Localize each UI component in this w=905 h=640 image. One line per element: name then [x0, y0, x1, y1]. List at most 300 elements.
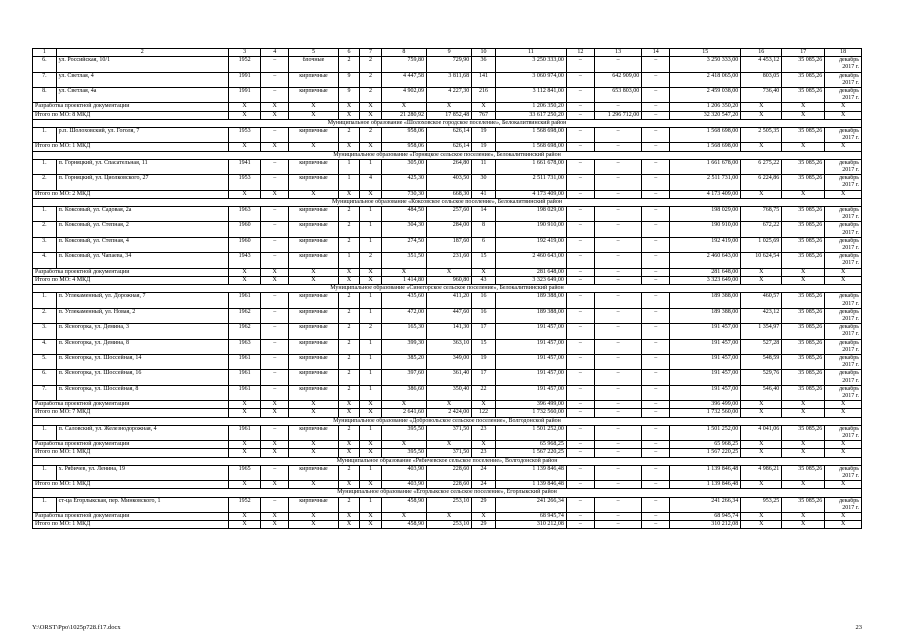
- table-cell: 1960: [228, 237, 260, 252]
- table-cell: –: [261, 88, 289, 103]
- table-cell: 35 085,26: [782, 88, 825, 103]
- table-cell: 2: [338, 497, 360, 512]
- table-cell: 425,30: [381, 175, 426, 190]
- table-cell: –: [642, 175, 670, 190]
- table-cell: 1: [338, 159, 360, 174]
- table-cell: 2.: [33, 175, 57, 190]
- table-cell: декабрь 2017 г.: [825, 293, 862, 308]
- table-cell: 191 457,00: [670, 354, 741, 369]
- table-cell: –: [594, 385, 641, 400]
- table-cell: 1: [360, 425, 382, 440]
- summary-cell: X: [360, 111, 382, 119]
- summary-cell: 1 567 220,25: [670, 449, 741, 457]
- column-number: 3: [228, 49, 260, 57]
- summary-cell: –: [594, 449, 641, 457]
- table-cell: –: [642, 370, 670, 385]
- building-row: [33, 465, 862, 480]
- summary-label: Итого по МО: 1 МКД: [33, 481, 229, 489]
- table-cell: –: [566, 425, 594, 440]
- table-cell: –: [261, 339, 289, 354]
- table-cell: 1: [360, 339, 382, 354]
- summary-label: Разработка проектной документации: [33, 512, 229, 520]
- summary-cell: X: [782, 276, 825, 284]
- summary-cell: –: [594, 401, 641, 409]
- table-cell: 35 085,26: [782, 354, 825, 369]
- table-cell: 257,60: [426, 207, 471, 222]
- summary-cell: X: [360, 103, 382, 111]
- summary-cell: X: [289, 111, 339, 119]
- table-cell: 527,28: [741, 339, 782, 354]
- building-row: [33, 159, 862, 174]
- table-cell: 1: [360, 207, 382, 222]
- table-cell: кирпичные: [289, 370, 339, 385]
- table-cell: 35 085,26: [782, 425, 825, 440]
- summary-cell: X: [741, 401, 782, 409]
- summary-cell: X: [782, 143, 825, 151]
- building-address: п. Углекаменный, ул. Дорожная, 7: [56, 293, 228, 308]
- table-cell: –: [594, 370, 641, 385]
- table-cell: 192 419,00: [670, 237, 741, 252]
- summary-cell: X: [261, 276, 289, 284]
- column-number: 13: [594, 49, 641, 57]
- summary-cell: 281 648,00: [670, 268, 741, 276]
- table-cell: 361,40: [426, 370, 471, 385]
- municipality-title: Муниципальное образование «Горняцкое сельское поселение», Белокалитвинский район: [33, 151, 862, 159]
- table-cell: –: [642, 222, 670, 237]
- building-row: [33, 324, 862, 339]
- summary-cell: –: [594, 481, 641, 489]
- table-cell: 4 453,12: [741, 57, 782, 72]
- table-cell: –: [594, 324, 641, 339]
- table-cell: декабрь 2017 г.: [825, 370, 862, 385]
- summary-label: Итого по МО: 8 МКД: [33, 111, 229, 119]
- summary-cell: 2 641,60: [381, 409, 426, 417]
- table-cell: 10 624,54: [741, 253, 782, 268]
- summary-cell: X: [261, 521, 289, 529]
- table-cell: 3 811,68: [426, 72, 471, 87]
- table-cell: 642 909,00: [594, 72, 641, 87]
- table-cell: –: [261, 207, 289, 222]
- table-cell: декабрь 2017 г.: [825, 385, 862, 400]
- table-cell: 284,00: [426, 222, 471, 237]
- table-cell: 395,50: [381, 425, 426, 440]
- table-cell: декабрь 2017 г.: [825, 128, 862, 143]
- table-cell: 3 250 333,00: [670, 57, 741, 72]
- table-cell: 1.: [33, 128, 57, 143]
- table-cell: 2 418 065,00: [670, 72, 741, 87]
- table-cell: кирпичные: [289, 354, 339, 369]
- table-cell: 4.: [33, 253, 57, 268]
- table-cell: 6 224,86: [741, 175, 782, 190]
- table-cell: 4.: [33, 339, 57, 354]
- summary-cell: X: [741, 276, 782, 284]
- summary-cell: X: [741, 268, 782, 276]
- summary-cell: X: [261, 190, 289, 198]
- summary-cell: –: [566, 512, 594, 520]
- table-cell: 35 085,26: [782, 308, 825, 323]
- summary-cell: X: [825, 190, 862, 198]
- summary-row: [33, 521, 862, 529]
- table-cell: 458,90: [381, 497, 426, 512]
- table-cell: декабрь 2017 г.: [825, 72, 862, 87]
- summary-cell: 4 173 409,00: [495, 190, 566, 198]
- table-cell: 1 661 678,00: [670, 159, 741, 174]
- summary-cell: –: [642, 449, 670, 457]
- summary-cell: X: [782, 401, 825, 409]
- table-cell: 6.: [33, 57, 57, 72]
- building-row: [33, 339, 862, 354]
- table-cell: 6 275,22: [741, 159, 782, 174]
- table-cell: 1953: [228, 128, 260, 143]
- table-cell: 435,60: [381, 293, 426, 308]
- table-cell: –: [261, 175, 289, 190]
- table-cell: –: [261, 354, 289, 369]
- summary-cell: 68 945,74: [670, 512, 741, 520]
- table-cell: 2: [360, 88, 382, 103]
- table-cell: 22: [472, 385, 496, 400]
- table-cell: –: [566, 72, 594, 87]
- summary-cell: X: [289, 190, 339, 198]
- table-cell: 1 661 678,00: [495, 159, 566, 174]
- table-cell: 35 085,26: [782, 237, 825, 252]
- table-cell: 1952: [228, 57, 260, 72]
- table-cell: 3 112 841,00: [495, 88, 566, 103]
- table-cell: 1: [338, 253, 360, 268]
- table-cell: –: [566, 354, 594, 369]
- summary-cell: X: [289, 276, 339, 284]
- building-address: ул. Светлая, 4: [56, 72, 228, 87]
- table-cell: 386,60: [381, 385, 426, 400]
- summary-cell: X: [228, 143, 260, 151]
- summary-cell: –: [594, 409, 641, 417]
- summary-cell: X: [825, 276, 862, 284]
- summary-cell: X: [228, 521, 260, 529]
- table-cell: 1 568 698,00: [670, 128, 741, 143]
- summary-cell: 403,90: [381, 481, 426, 489]
- column-number: 9: [426, 49, 471, 57]
- table-cell: 2: [338, 425, 360, 440]
- summary-cell: X: [381, 103, 426, 111]
- summary-cell: 43: [472, 276, 496, 284]
- summary-cell: –: [594, 190, 641, 198]
- table-cell: –: [261, 57, 289, 72]
- table-cell: 2: [360, 253, 382, 268]
- table-cell: 216: [472, 88, 496, 103]
- summary-cell: X: [338, 103, 360, 111]
- column-number: 14: [642, 49, 670, 57]
- table-cell: 189 388,00: [495, 293, 566, 308]
- table-cell: 6.: [33, 370, 57, 385]
- table-cell: –: [642, 425, 670, 440]
- table-cell: декабрь 2017 г.: [825, 308, 862, 323]
- summary-cell: X: [825, 512, 862, 520]
- summary-cell: –: [642, 143, 670, 151]
- table-cell: 191 457,00: [495, 339, 566, 354]
- table-cell: декабрь 2017 г.: [825, 237, 862, 252]
- table-cell: –: [261, 253, 289, 268]
- summary-cell: X: [782, 449, 825, 457]
- table-cell: 350,40: [426, 385, 471, 400]
- table-cell: 1 025,69: [741, 237, 782, 252]
- summary-cell: –: [566, 449, 594, 457]
- table-cell: 35 085,26: [782, 128, 825, 143]
- table-cell: 1961: [228, 293, 260, 308]
- table-cell: 165,30: [381, 324, 426, 339]
- table-cell: 1943: [228, 253, 260, 268]
- summary-cell: 458,90: [381, 521, 426, 529]
- table-cell: 2: [360, 57, 382, 72]
- summary-cell: X: [360, 268, 382, 276]
- summary-cell: X: [381, 512, 426, 520]
- summary-cell: 281 648,00: [495, 268, 566, 276]
- table-cell: 2: [338, 354, 360, 369]
- summary-cell: X: [741, 481, 782, 489]
- table-cell: 1961: [228, 370, 260, 385]
- summary-row: [33, 401, 862, 409]
- summary-cell: X: [782, 103, 825, 111]
- summary-cell: X: [782, 190, 825, 198]
- summary-cell: X: [228, 481, 260, 489]
- summary-cell: 1 732 560,00: [670, 409, 741, 417]
- table-cell: –: [642, 324, 670, 339]
- table-cell: 11: [472, 159, 496, 174]
- table-cell: 1965: [228, 465, 260, 480]
- summary-cell: X: [228, 103, 260, 111]
- table-cell: –: [642, 354, 670, 369]
- table-cell: 460,57: [741, 293, 782, 308]
- table-cell: кирпичные: [289, 207, 339, 222]
- building-address: п. Коксовый, ул. Степная, 4: [56, 237, 228, 252]
- summary-cell: X: [360, 441, 382, 449]
- table-cell: 653 803,00: [594, 88, 641, 103]
- table-cell: 3 250 333,00: [495, 57, 566, 72]
- table-cell: –: [566, 128, 594, 143]
- table-cell: –: [642, 72, 670, 87]
- summary-cell: X: [360, 449, 382, 457]
- table-cell: –: [594, 237, 641, 252]
- summary-row: [33, 276, 862, 284]
- table-cell: 264,80: [426, 159, 471, 174]
- table-cell: декабрь 2017 г.: [825, 324, 862, 339]
- table-cell: 1 501 252,00: [495, 425, 566, 440]
- table-cell: 191 457,00: [495, 370, 566, 385]
- summary-cell: X: [426, 268, 471, 276]
- table-cell: кирпичные: [289, 128, 339, 143]
- table-cell: 1.: [33, 497, 57, 512]
- summary-cell: X: [472, 441, 496, 449]
- table-cell: 189 388,00: [670, 293, 741, 308]
- summary-cell: X: [338, 143, 360, 151]
- building-row: [33, 497, 862, 512]
- column-number: 8: [381, 49, 426, 57]
- summary-cell: –: [642, 512, 670, 520]
- table-cell: 1: [360, 159, 382, 174]
- table-cell: 1 354,97: [741, 324, 782, 339]
- table-cell: декабрь 2017 г.: [825, 57, 862, 72]
- summary-cell: X: [228, 401, 260, 409]
- summary-cell: 2 424,00: [426, 409, 471, 417]
- table-cell: 411,20: [426, 293, 471, 308]
- table-cell: 1.: [33, 159, 57, 174]
- table-cell: 35 085,26: [782, 465, 825, 480]
- table-cell: –: [642, 237, 670, 252]
- table-cell: 1941: [228, 159, 260, 174]
- table-cell: 4 447,58: [381, 72, 426, 87]
- column-number: 10: [472, 49, 496, 57]
- building-row: [33, 57, 862, 72]
- summary-cell: 1 732 560,00: [495, 409, 566, 417]
- table-cell: 546,40: [741, 385, 782, 400]
- summary-cell: X: [741, 449, 782, 457]
- summary-cell: –: [566, 103, 594, 111]
- summary-row: [33, 409, 862, 417]
- summary-cell: X: [741, 521, 782, 529]
- summary-cell: X: [741, 409, 782, 417]
- table-cell: 729,90: [426, 57, 471, 72]
- table-cell: –: [261, 308, 289, 323]
- summary-cell: X: [782, 111, 825, 119]
- municipality-section-row: [33, 151, 862, 159]
- table-cell: 2 511 731,00: [495, 175, 566, 190]
- summary-cell: X: [360, 521, 382, 529]
- building-row: [33, 385, 862, 400]
- municipality-section-row: [33, 285, 862, 293]
- table-cell: 2: [338, 237, 360, 252]
- building-row: [33, 425, 862, 440]
- summary-cell: 4 173 409,00: [670, 190, 741, 198]
- footer-page-number: 23: [855, 624, 862, 631]
- table-cell: 2: [338, 222, 360, 237]
- table-cell: кирпичные: [289, 293, 339, 308]
- summary-cell: 767: [472, 111, 496, 119]
- summary-cell: 371,50: [426, 449, 471, 457]
- table-cell: 2 505,35: [741, 128, 782, 143]
- summary-cell: X: [360, 512, 382, 520]
- summary-row: [33, 190, 862, 198]
- table-cell: 1.: [33, 465, 57, 480]
- summary-cell: X: [261, 268, 289, 276]
- table-cell: декабрь 2017 г.: [825, 497, 862, 512]
- summary-cell: –: [642, 441, 670, 449]
- column-number: 2: [56, 49, 228, 57]
- table-cell: 7.: [33, 72, 57, 87]
- table-cell: 2: [338, 324, 360, 339]
- table-cell: –: [642, 339, 670, 354]
- summary-cell: –: [566, 401, 594, 409]
- column-number: 1: [33, 49, 57, 57]
- table-cell: –: [261, 222, 289, 237]
- table-cell: 1961: [228, 354, 260, 369]
- table-cell: 274,50: [381, 237, 426, 252]
- table-cell: 403,90: [381, 465, 426, 480]
- summary-cell: 29: [472, 521, 496, 529]
- summary-cell: 1 206 350,20: [670, 103, 741, 111]
- summary-cell: –: [594, 441, 641, 449]
- table-cell: –: [594, 57, 641, 72]
- summary-cell: X: [261, 409, 289, 417]
- table-cell: кирпичные: [289, 465, 339, 480]
- table-cell: кирпичные: [289, 425, 339, 440]
- table-cell: –: [566, 324, 594, 339]
- table-cell: –: [594, 308, 641, 323]
- housing-repair-table: [32, 48, 862, 529]
- table-cell: –: [642, 207, 670, 222]
- summary-cell: –: [566, 276, 594, 284]
- table-cell: кирпичные: [289, 222, 339, 237]
- table-cell: 35 085,26: [782, 370, 825, 385]
- municipality-section-row: [33, 457, 862, 465]
- table-cell: 3.: [33, 237, 57, 252]
- summary-label: Итого по МО: 1 МКД: [33, 521, 229, 529]
- summary-cell: –: [642, 276, 670, 284]
- summary-cell: X: [338, 409, 360, 417]
- table-cell: –: [594, 207, 641, 222]
- summary-cell: 3 323 649,00: [495, 276, 566, 284]
- table-cell: кирпичные: [289, 175, 339, 190]
- table-cell: 1991: [228, 88, 260, 103]
- municipality-title: Муниципальное образование «Егорлыкское сельское поселение», Егорлыкский район: [33, 489, 862, 497]
- table-cell: 35 085,26: [782, 324, 825, 339]
- summary-cell: X: [261, 449, 289, 457]
- summary-cell: X: [360, 276, 382, 284]
- summary-label: Разработка проектной документации: [33, 441, 229, 449]
- table-cell: 35 085,26: [782, 222, 825, 237]
- table-cell: 2: [338, 308, 360, 323]
- table-cell: декабрь 2017 г.: [825, 339, 862, 354]
- summary-cell: X: [741, 143, 782, 151]
- table-cell: –: [566, 253, 594, 268]
- summary-cell: 17 852,48: [426, 111, 471, 119]
- summary-cell: –: [566, 143, 594, 151]
- table-cell: –: [566, 308, 594, 323]
- table-cell: –: [594, 222, 641, 237]
- table-cell: –: [566, 497, 594, 512]
- summary-cell: X: [360, 190, 382, 198]
- summary-cell: X: [472, 103, 496, 111]
- table-cell: 228,60: [426, 465, 471, 480]
- table-cell: кирпичные: [289, 385, 339, 400]
- table-cell: 4 227,30: [426, 88, 471, 103]
- municipality-section-row: [33, 489, 862, 497]
- summary-row: [33, 103, 862, 111]
- table-cell: 953,25: [741, 497, 782, 512]
- table-cell: кирпичные: [289, 237, 339, 252]
- table-cell: 191 457,00: [495, 354, 566, 369]
- summary-cell: X: [228, 409, 260, 417]
- table-cell: 2: [338, 128, 360, 143]
- summary-cell: X: [825, 143, 862, 151]
- table-cell: 397,60: [381, 370, 426, 385]
- table-cell: 2: [338, 465, 360, 480]
- table-cell: 9: [338, 88, 360, 103]
- table-cell: 16: [472, 308, 496, 323]
- summary-cell: X: [338, 190, 360, 198]
- building-address: п. Ясногорка, ул. Демина, 3: [56, 324, 228, 339]
- column-number: 15: [670, 49, 741, 57]
- table-cell: 2 511 731,00: [670, 175, 741, 190]
- table-cell: кирпичные: [289, 88, 339, 103]
- building-address: ул. Российская, 10/1: [56, 57, 228, 72]
- building-address: п. Горняцкий, ул. Циолковского, 27: [56, 175, 228, 190]
- table-cell: 1960: [228, 222, 260, 237]
- summary-cell: X: [360, 143, 382, 151]
- table-cell: –: [566, 465, 594, 480]
- table-cell: 385,20: [381, 354, 426, 369]
- column-number: 18: [825, 49, 862, 57]
- summary-cell: 41: [472, 190, 496, 198]
- building-address: п. Ясногорка, ул. Шоссейная, 14: [56, 354, 228, 369]
- table-cell: 1 501 252,00: [670, 425, 741, 440]
